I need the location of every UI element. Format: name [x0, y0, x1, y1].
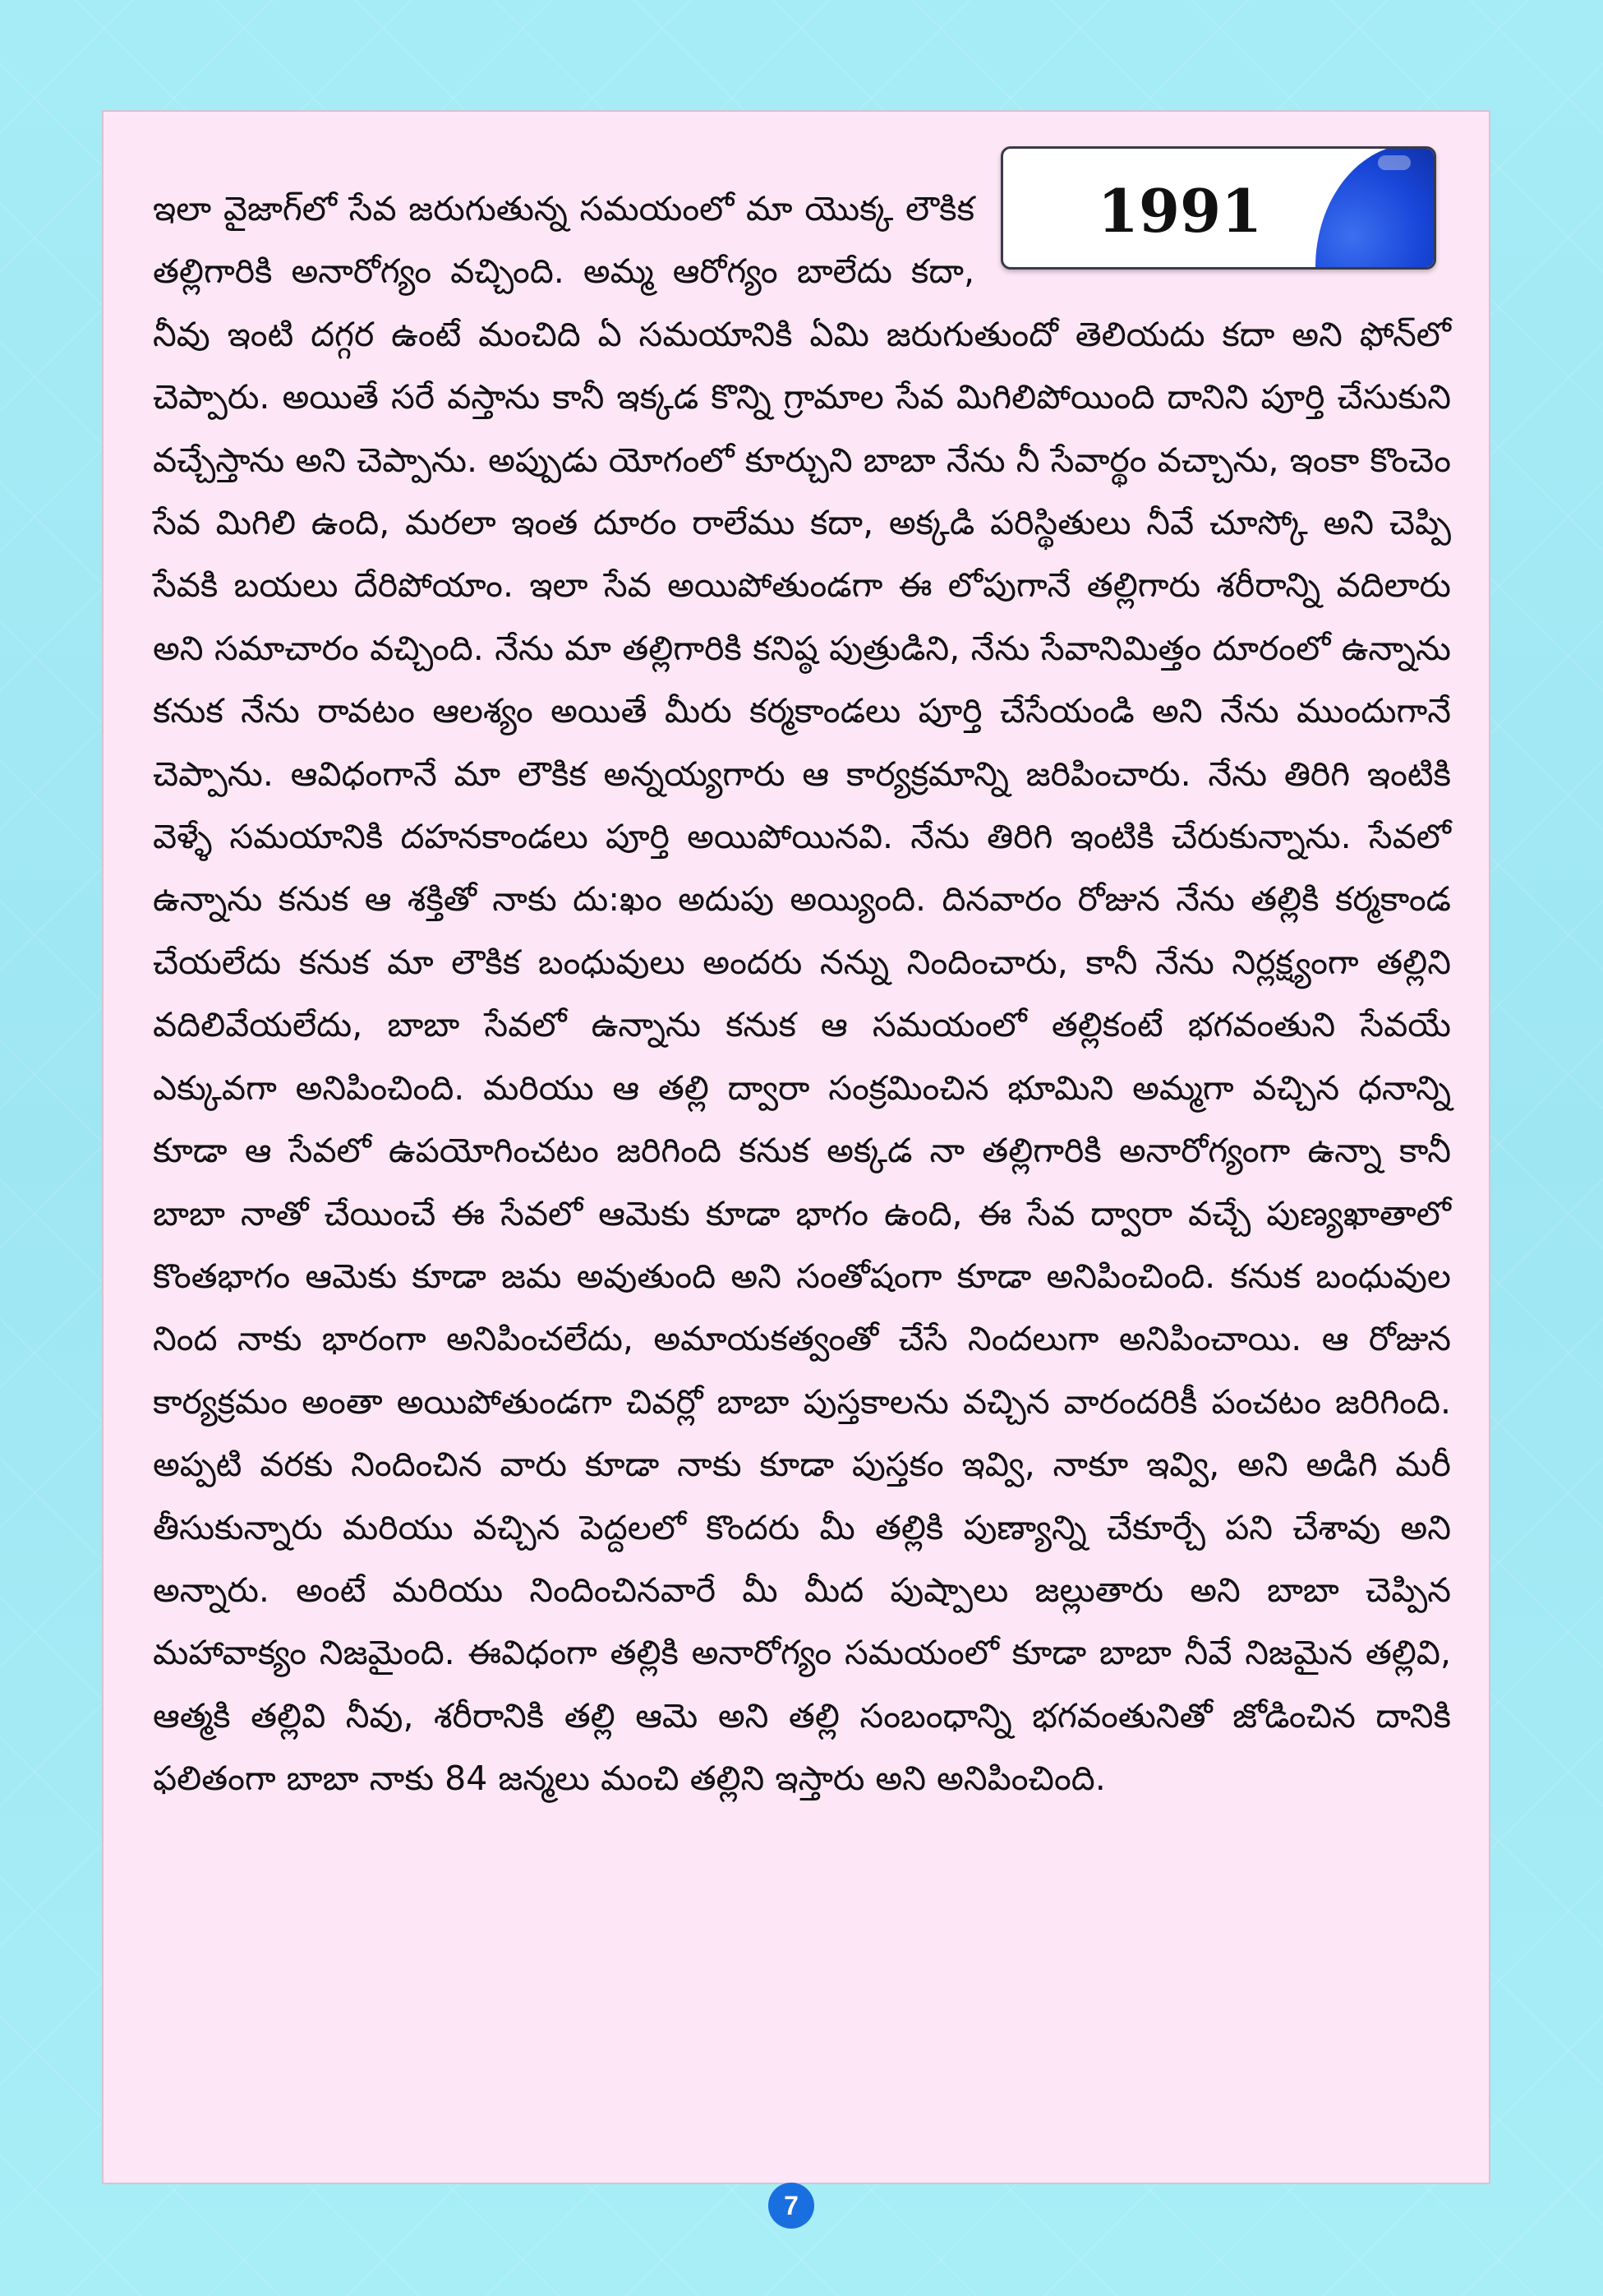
body-text-block: [153, 178, 1451, 1810]
body-paragraph: ఇలా వైజాగ్‌లో సేవ జరుగుతున్న సమయంలో మా యొక్క లౌకిక తల్లిగారికి అనారోగ్యం వచ్చింది. అమ్మ ఆరోగ్యం బాలేదు కదా, నీవు ఇంటి దగ్గర ఉంటే మంచిది ఏ సమయానికి ఏమి జరుగుతుందో తెలియదు కదా అని ఫోన్‌లో చెప్పారు. అయితే సరే వస్తాను కానీ ఇక్కడ కొన్ని గ్రామాల సేవ మిగిలిపోయింది దానిని పూర్తి చేసుకుని వచ్చేస్తాను అని చెప్పాను. అప్పుడు యోగంలో కూర్చుని బాబా నేను నీ సేవార్థం వచ్చాను, ఇంకా కొంచెం సేవ మిగిలి ఉంది, మరలా ఇంత దూరం రాలేము కదా, అక్కడి పరిస్థితులు నీవే చూస్కో అని చెప్పి సేవకి బయలు దేరిపోయాం. ఇలా సేవ అయిపోతుండగా ఈ లోపుగానే తల్లిగారు శరీరాన్ని వదిలారు అని సమాచారం వచ్చింది. నేను మా తల్లిగారికి కనిష్ఠ పుత్రుడిని, నేను సేవానిమిత్తం దూరంలో ఉన్నాను కనుక నేను రావటం ఆలశ్యం అయితే మీరు కర్మకాండలు పూర్తి చేసేయండి అని నేను ముందుగానే చెప్పాను. ఆవిధంగానే మా లౌకిక అన్నయ్యగారు ఆ కార్యక్రమాన్ని జరిపించారు. నేను తిరిగి ఇంటికి వెళ్ళే సమయానికి దహనకాండలు పూర్తి అయిపోయినవి. నేను తిరిగి ఇంటికి చేరుకున్నాను. సేవలో ఉన్నాను కనుక ఆ శక్తితో నాకు దు:ఖం అదుపు అయ్యింది. దినవారం రోజున నేను తల్లికి కర్మకాండ చేయలేదు కనుక మా లౌకిక బంధువులు అందరు నన్ను నిందించారు, కానీ నేను నిర్లక్ష్యంగా తల్లిని వదిలివేయలేదు, బాబా సేవలో ఉన్నాను కనుక ఆ సమయంలో తల్లికంటే భగవంతుని సేవయే ఎక్కువగా అనిపించింది. మరియు ఆ తల్లి ద్వారా సంక్రమించిన భూమిని అమ్మగా వచ్చిన ధనాన్ని కూడా ఆ సేవలో ఉపయోగించటం జరిగింది కనుక అక్కడ నా తల్లిగారికి అనారోగ్యంగా ఉన్నా కానీ బాబా నాతో చేయించే ఈ సేవలో ఆమెకు కూడా భాగం ఉంది, ఈ సేవ ద్వారా వచ్చే పుణ్యఖాతాలో కొంతభాగం ఆమెకు కూడా జమ అవుతుంది అని సంతోషంగా కూడా అనిపించింది. కనుక బంధువుల నింద నాకు భారంగా అనిపించలేదు, అమాయకత్వంతో చేసే నిందలుగా అనిపించాయి. ఆ రోజున కార్యక్రమం అంతా అయిపోతుండగా చివర్లో బాబా పుస్తకాలను వచ్చిన వారందరికీ పంచటం జరిగింది. అప్పటి వరకు నిందించిన వారు కూడా నాకు కూడా పుస్తకం ఇవ్వి, నాకూ ఇవ్వి, అని అడిగి మరీ తీసుకున్నారు మరియు వచ్చిన పెద్దలలో కొందరు మీ తల్లికి పుణ్యాన్ని చేకూర్చే పని చేశావు అని అన్నారు. అంటే మరియు నిందించినవారే మీ మీద పుష్పాలు జల్లుతారు అని బాబా చెప్పిన మహావాక్యం నిజమైంది. ఈవిధంగా తల్లికి అనారోగ్యం సమయంలో కూడా బాబా నీవే నిజమైన తల్లివి, ఆత్మకి తల్లివి నీవు, శరీరానికి తల్లి ఆమె అని తల్లి సంబంధాన్ని భగవంతునితో జోడించిన దానికి ఫలితంగా బాబా నాకు 84 జన్మలు మంచి తల్లిని ఇస్తారు అని అనిపించింది.: [153, 189, 1452, 1799]
page-panel: [102, 110, 1490, 2184]
year-box-spacer: [974, 178, 1451, 301]
watermark-icon: [1378, 155, 1411, 170]
page-number-badge: 7: [768, 2183, 814, 2229]
year-label: 1991: [1097, 175, 1263, 246]
